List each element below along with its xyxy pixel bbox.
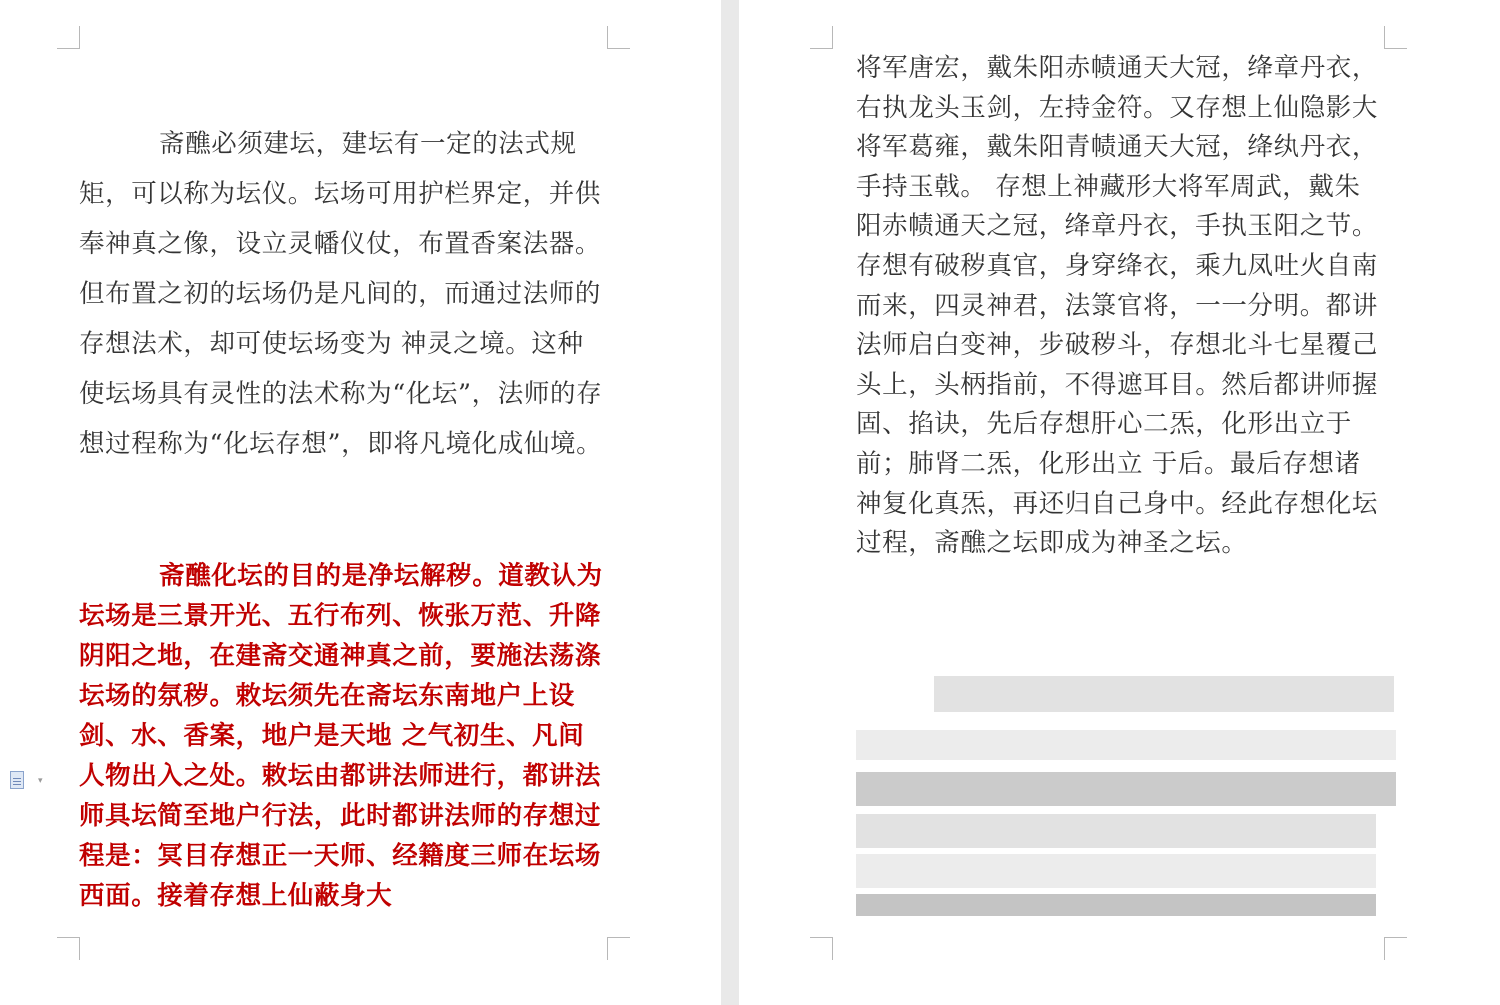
mosaic-block <box>876 894 896 916</box>
mosaic-block <box>856 894 876 916</box>
mosaic-block <box>1336 814 1356 848</box>
margin-corner-mark <box>607 937 630 960</box>
mosaic-block <box>1176 730 1196 760</box>
mosaic-block <box>1376 730 1396 760</box>
mosaic-block <box>1076 814 1096 848</box>
mosaic-block <box>1316 854 1336 888</box>
mosaic-block <box>1074 676 1094 712</box>
mosaic-block <box>876 730 896 760</box>
mosaic-block <box>996 772 1016 806</box>
mosaic-block <box>1036 854 1056 888</box>
mosaic-block <box>876 814 896 848</box>
mosaic-block <box>934 676 954 712</box>
mosaic-block <box>1214 676 1234 712</box>
mosaic-block <box>1356 814 1376 848</box>
mosaic-block <box>1016 814 1036 848</box>
mosaic-block <box>1156 894 1176 916</box>
mosaic-block <box>1336 894 1356 916</box>
mosaic-block <box>936 730 956 760</box>
margin-corner-mark <box>1384 937 1407 960</box>
mosaic-block <box>1016 894 1036 916</box>
mosaic-block <box>856 730 876 760</box>
margin-corner-mark <box>607 26 630 49</box>
document-icon[interactable] <box>10 771 24 789</box>
margin-corner-mark <box>810 937 833 960</box>
mosaic-block <box>1116 772 1136 806</box>
mosaic-block <box>954 676 974 712</box>
mosaic-block <box>1096 772 1116 806</box>
margin-corner-mark <box>810 26 833 49</box>
mosaic-block <box>1296 730 1316 760</box>
mosaic-block <box>1014 676 1034 712</box>
mosaic-block <box>994 676 1014 712</box>
mosaic-block <box>1316 730 1336 760</box>
mosaic-block <box>936 894 956 916</box>
mosaic-block <box>1136 814 1156 848</box>
mosaic-block <box>896 814 916 848</box>
mosaic-block <box>1196 730 1216 760</box>
mosaic-block <box>1196 854 1216 888</box>
chevron-down-icon[interactable]: ▾ <box>38 776 43 786</box>
mosaic-block <box>956 730 976 760</box>
mosaic-block <box>1096 894 1116 916</box>
mosaic-block <box>1116 814 1136 848</box>
mosaic-block <box>1016 772 1036 806</box>
mosaic-block <box>976 730 996 760</box>
mosaic-block <box>1276 730 1296 760</box>
mosaic-block <box>916 772 936 806</box>
mosaic-block <box>1196 814 1216 848</box>
mosaic-block <box>1196 894 1216 916</box>
mosaic-block <box>1216 730 1236 760</box>
mosaic-block <box>1076 894 1096 916</box>
body-paragraph[interactable]: 将军唐宏，戴朱阳赤帻通天大冠，绛章丹衣，右执龙头玉剑，左持金符。又存想上仙隐影大将军葛雍，戴朱阳青帻通天大冠，绛纨丹衣，手持玉戟。 存想上神藏形大将军周武，戴朱阳赤帻通天之冠，绛章丹衣，手执玉阳之节。存想有破秽真官，身穿绛衣，乘九凤吐火自南而来，四灵神君，法箓官将，一一分明。都讲法师启白变神，步破秽斗，存想北斗七星覆己头上，头柄指前，不得遮耳目。然后都讲师握固、掐诀，先后存想肝心二炁，化形出立于前；肺肾二炁，化形出立 于后。最后存想诸神复化真炁，再还归自己身中。经此存想化坛过程，斋醮之坛即成为神圣之坛。 <box>856 53 1379 559</box>
mosaic-block <box>976 814 996 848</box>
mosaic-block <box>974 676 994 712</box>
mosaic-block <box>876 854 896 888</box>
mosaic-block <box>896 772 916 806</box>
mosaic-block <box>1094 676 1114 712</box>
mosaic-block <box>1314 676 1334 712</box>
mosaic-block <box>936 814 956 848</box>
mosaic-block <box>1134 676 1154 712</box>
mosaic-block <box>1114 676 1134 712</box>
mosaic-block <box>1354 676 1374 712</box>
mosaic-block <box>1116 730 1136 760</box>
mosaic-block <box>1036 814 1056 848</box>
mosaic-block <box>1256 814 1276 848</box>
mosaic-block <box>1276 814 1296 848</box>
mosaic-block <box>1276 854 1296 888</box>
mosaic-block <box>1356 894 1376 916</box>
mosaic-block <box>1274 676 1294 712</box>
mosaic-block <box>996 854 1016 888</box>
mosaic-block <box>1156 814 1176 848</box>
mosaic-block <box>976 854 996 888</box>
mosaic-block <box>896 854 916 888</box>
margin-corner-mark <box>1384 26 1407 49</box>
mosaic-block <box>916 854 936 888</box>
mosaic-block <box>1356 772 1376 806</box>
mosaic-block <box>1374 676 1394 712</box>
mosaic-block <box>1234 676 1254 712</box>
mosaic-block <box>1236 814 1256 848</box>
mosaic-block <box>1336 772 1356 806</box>
mosaic-block <box>1156 854 1176 888</box>
mosaic-block <box>1036 894 1056 916</box>
mosaic-block <box>916 894 936 916</box>
mosaic-block <box>976 894 996 916</box>
mosaic-block <box>1276 894 1296 916</box>
mosaic-block <box>1036 772 1056 806</box>
mosaic-block <box>1056 772 1076 806</box>
mosaic-block <box>1316 772 1336 806</box>
mosaic-block <box>936 854 956 888</box>
mosaic-block <box>996 814 1016 848</box>
mosaic-block <box>1216 814 1236 848</box>
mosaic-block <box>1076 772 1096 806</box>
mosaic-block <box>936 772 956 806</box>
mosaic-block <box>1236 854 1256 888</box>
mosaic-block <box>1236 772 1256 806</box>
mosaic-block <box>876 772 896 806</box>
mosaic-block <box>1316 814 1336 848</box>
mosaic-block <box>1356 730 1376 760</box>
mosaic-block <box>1156 730 1176 760</box>
mosaic-block <box>1256 772 1276 806</box>
mosaic-block <box>1176 814 1196 848</box>
mosaic-block <box>856 772 876 806</box>
mosaic-block <box>1036 730 1056 760</box>
mosaic-block <box>1194 676 1214 712</box>
mosaic-block <box>1174 676 1194 712</box>
mosaic-block <box>1176 772 1196 806</box>
mosaic-block <box>1296 854 1316 888</box>
mosaic-block <box>1116 854 1136 888</box>
mosaic-block <box>1216 894 1236 916</box>
mosaic-block <box>1136 854 1156 888</box>
mosaic-block <box>976 772 996 806</box>
mosaic-block <box>1216 772 1236 806</box>
mosaic-block <box>1256 730 1276 760</box>
mosaic-block <box>996 894 1016 916</box>
mosaic-block <box>1316 894 1336 916</box>
blurred-text-region <box>856 672 1396 920</box>
mosaic-block <box>956 854 976 888</box>
mosaic-block <box>1034 676 1054 712</box>
mosaic-block <box>1136 894 1156 916</box>
mosaic-block <box>1016 730 1036 760</box>
mosaic-block <box>1096 854 1116 888</box>
mosaic-block <box>1096 814 1116 848</box>
mosaic-block <box>1096 730 1116 760</box>
mosaic-block <box>996 730 1016 760</box>
mosaic-block <box>1296 772 1316 806</box>
mosaic-block <box>1076 854 1096 888</box>
mosaic-block <box>956 894 976 916</box>
mosaic-block <box>956 772 976 806</box>
mosaic-block <box>956 814 976 848</box>
mosaic-block <box>1076 730 1096 760</box>
mosaic-block <box>1334 676 1354 712</box>
mosaic-block <box>1254 676 1274 712</box>
mosaic-block <box>1256 894 1276 916</box>
margin-corner-mark <box>57 26 80 49</box>
mosaic-block <box>1116 894 1136 916</box>
mosaic-block <box>916 730 936 760</box>
mosaic-block <box>1056 730 1076 760</box>
mosaic-block <box>1236 894 1256 916</box>
mosaic-block <box>1136 772 1156 806</box>
mosaic-block <box>1056 814 1076 848</box>
mosaic-block <box>1336 854 1356 888</box>
body-paragraph[interactable]: 斋醮必须建坛，建坛有一定的法式规矩，可以称为坛仪。坛场可用护栏界定，并供奉神真之像，设立灵幡仪仗，布置香案法器。但布置之初的坛场仍是凡间的，而通过法师的存想法术，却可使坛场变为 神灵之境。这种使坛场具有灵性的法术称为“化坛”，法师的存想过程称为“化坛存想”，即将凡境化成仙境。 <box>79 129 603 459</box>
mosaic-block <box>856 814 876 848</box>
mosaic-block <box>1156 772 1176 806</box>
highlighted-paragraph[interactable]: 斋醮化坛的目的是净坛解秽。道教认为坛场是三景开光、五行布列、恢张万范、升降阴阳之地，在建斋交通神真之前，要施法荡涤坛场的氛秽。敕坛须先在斋坛东南地户上设剑、水、香案，地户是天地 之气初生、凡间人物出入之处。敕坛由都讲法师进行，都讲法师具坛简至地户行法，此时都讲法师的存想过程是：冥目存想正一天师、经籍度三师在坛场西面。接着存想上仙蔽身大 <box>79 561 603 911</box>
mosaic-block <box>1276 772 1296 806</box>
mosaic-block <box>1056 894 1076 916</box>
mosaic-block <box>896 894 916 916</box>
mosaic-block <box>1196 772 1216 806</box>
mosaic-block <box>1294 676 1314 712</box>
mosaic-block <box>1154 676 1174 712</box>
mosaic-block <box>1176 854 1196 888</box>
mosaic-block <box>1376 772 1396 806</box>
mosaic-block <box>1056 854 1076 888</box>
mosaic-block <box>1336 730 1356 760</box>
mosaic-block <box>896 730 916 760</box>
mosaic-block <box>1256 854 1276 888</box>
mosaic-block <box>916 814 936 848</box>
mosaic-block <box>1216 854 1236 888</box>
mosaic-block <box>1136 730 1156 760</box>
mosaic-block <box>856 854 876 888</box>
mosaic-block <box>1296 814 1316 848</box>
margin-corner-mark <box>57 937 80 960</box>
mosaic-block <box>1176 894 1196 916</box>
mosaic-block <box>1054 676 1074 712</box>
mosaic-block <box>1356 854 1376 888</box>
mosaic-block <box>1296 894 1316 916</box>
mosaic-block <box>1016 854 1036 888</box>
mosaic-block <box>1236 730 1256 760</box>
